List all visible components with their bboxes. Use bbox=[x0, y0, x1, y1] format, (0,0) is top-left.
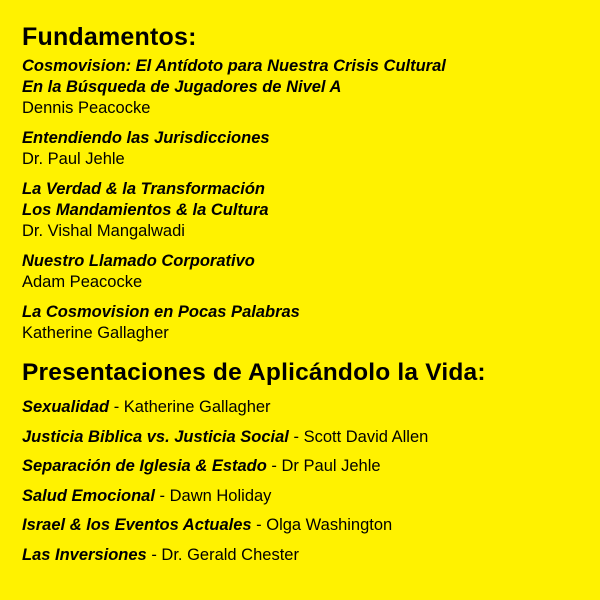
presentation-title: Justicia Biblica vs. Justicia Social bbox=[22, 427, 289, 446]
presentation-speaker: Dr Paul Jehle bbox=[281, 457, 381, 475]
talk-title: En la Búsqueda de Jugadores de Nivel A bbox=[22, 78, 342, 96]
presentation-speaker: Olga Washington bbox=[266, 516, 393, 534]
presentation-speaker: Scott David Allen bbox=[303, 427, 429, 446]
talk-item bbox=[22, 179, 600, 242]
presentation-separator: - bbox=[154, 486, 170, 505]
presentation-item bbox=[22, 514, 600, 536]
talk-speaker: Dr. Paul Jehle bbox=[22, 150, 125, 168]
talk-item bbox=[22, 251, 600, 293]
talk-title: Nuestro Llamado Corporativo bbox=[22, 252, 255, 270]
presentation-item bbox=[22, 544, 600, 566]
talk-title: Cosmovision: El Antídoto para Nuestra Crisis Cultural bbox=[22, 57, 446, 75]
presentation-separator: - bbox=[109, 398, 124, 416]
presentation-speaker: Katherine Gallagher bbox=[123, 398, 271, 416]
talk-speaker: Adam Peacocke bbox=[22, 273, 143, 291]
talk-title: Los Mandamientos & la Cultura bbox=[22, 201, 269, 219]
presentaciones-heading: Presentaciones de Aplicándolo la Vida: bbox=[22, 359, 486, 386]
presentation-speaker: Dr. Gerald Chester bbox=[161, 545, 299, 564]
talk-item bbox=[22, 56, 600, 119]
presentaciones-list bbox=[22, 396, 600, 566]
presentation-item bbox=[22, 485, 600, 507]
talk-item bbox=[22, 128, 600, 170]
talk-speaker: Katherine Gallagher bbox=[22, 324, 169, 342]
presentation-title: Israel & los Eventos Actuales bbox=[22, 516, 252, 534]
presentation-title: Salud Emocional bbox=[22, 486, 155, 505]
talk-title: La Cosmovision en Pocas Palabras bbox=[22, 303, 300, 321]
presentation-separator: - bbox=[288, 427, 304, 446]
fundamentos-heading: Fundamentos: bbox=[22, 23, 197, 51]
presentation-item bbox=[22, 426, 600, 448]
presentation-speaker: Dawn Holiday bbox=[169, 486, 272, 505]
presentation-separator: - bbox=[146, 545, 162, 564]
talk-title: La Verdad & la Transformación bbox=[22, 180, 265, 198]
talk-item bbox=[22, 302, 600, 344]
fundamentos-list bbox=[22, 56, 600, 344]
presentation-title: Separación de Iglesia & Estado bbox=[22, 457, 267, 475]
presentation-title: Las Inversiones bbox=[22, 545, 147, 564]
talk-title: Entendiendo las Jurisdicciones bbox=[22, 129, 270, 147]
presentation-item bbox=[22, 396, 600, 418]
presentation-title: Sexualidad bbox=[22, 398, 110, 416]
talk-speaker: Dennis Peacocke bbox=[22, 99, 151, 117]
presentation-separator: - bbox=[251, 516, 267, 534]
presentation-item bbox=[22, 455, 600, 477]
presentation-separator: - bbox=[266, 457, 282, 475]
talk-speaker: Dr. Vishal Mangalwadi bbox=[22, 222, 185, 240]
